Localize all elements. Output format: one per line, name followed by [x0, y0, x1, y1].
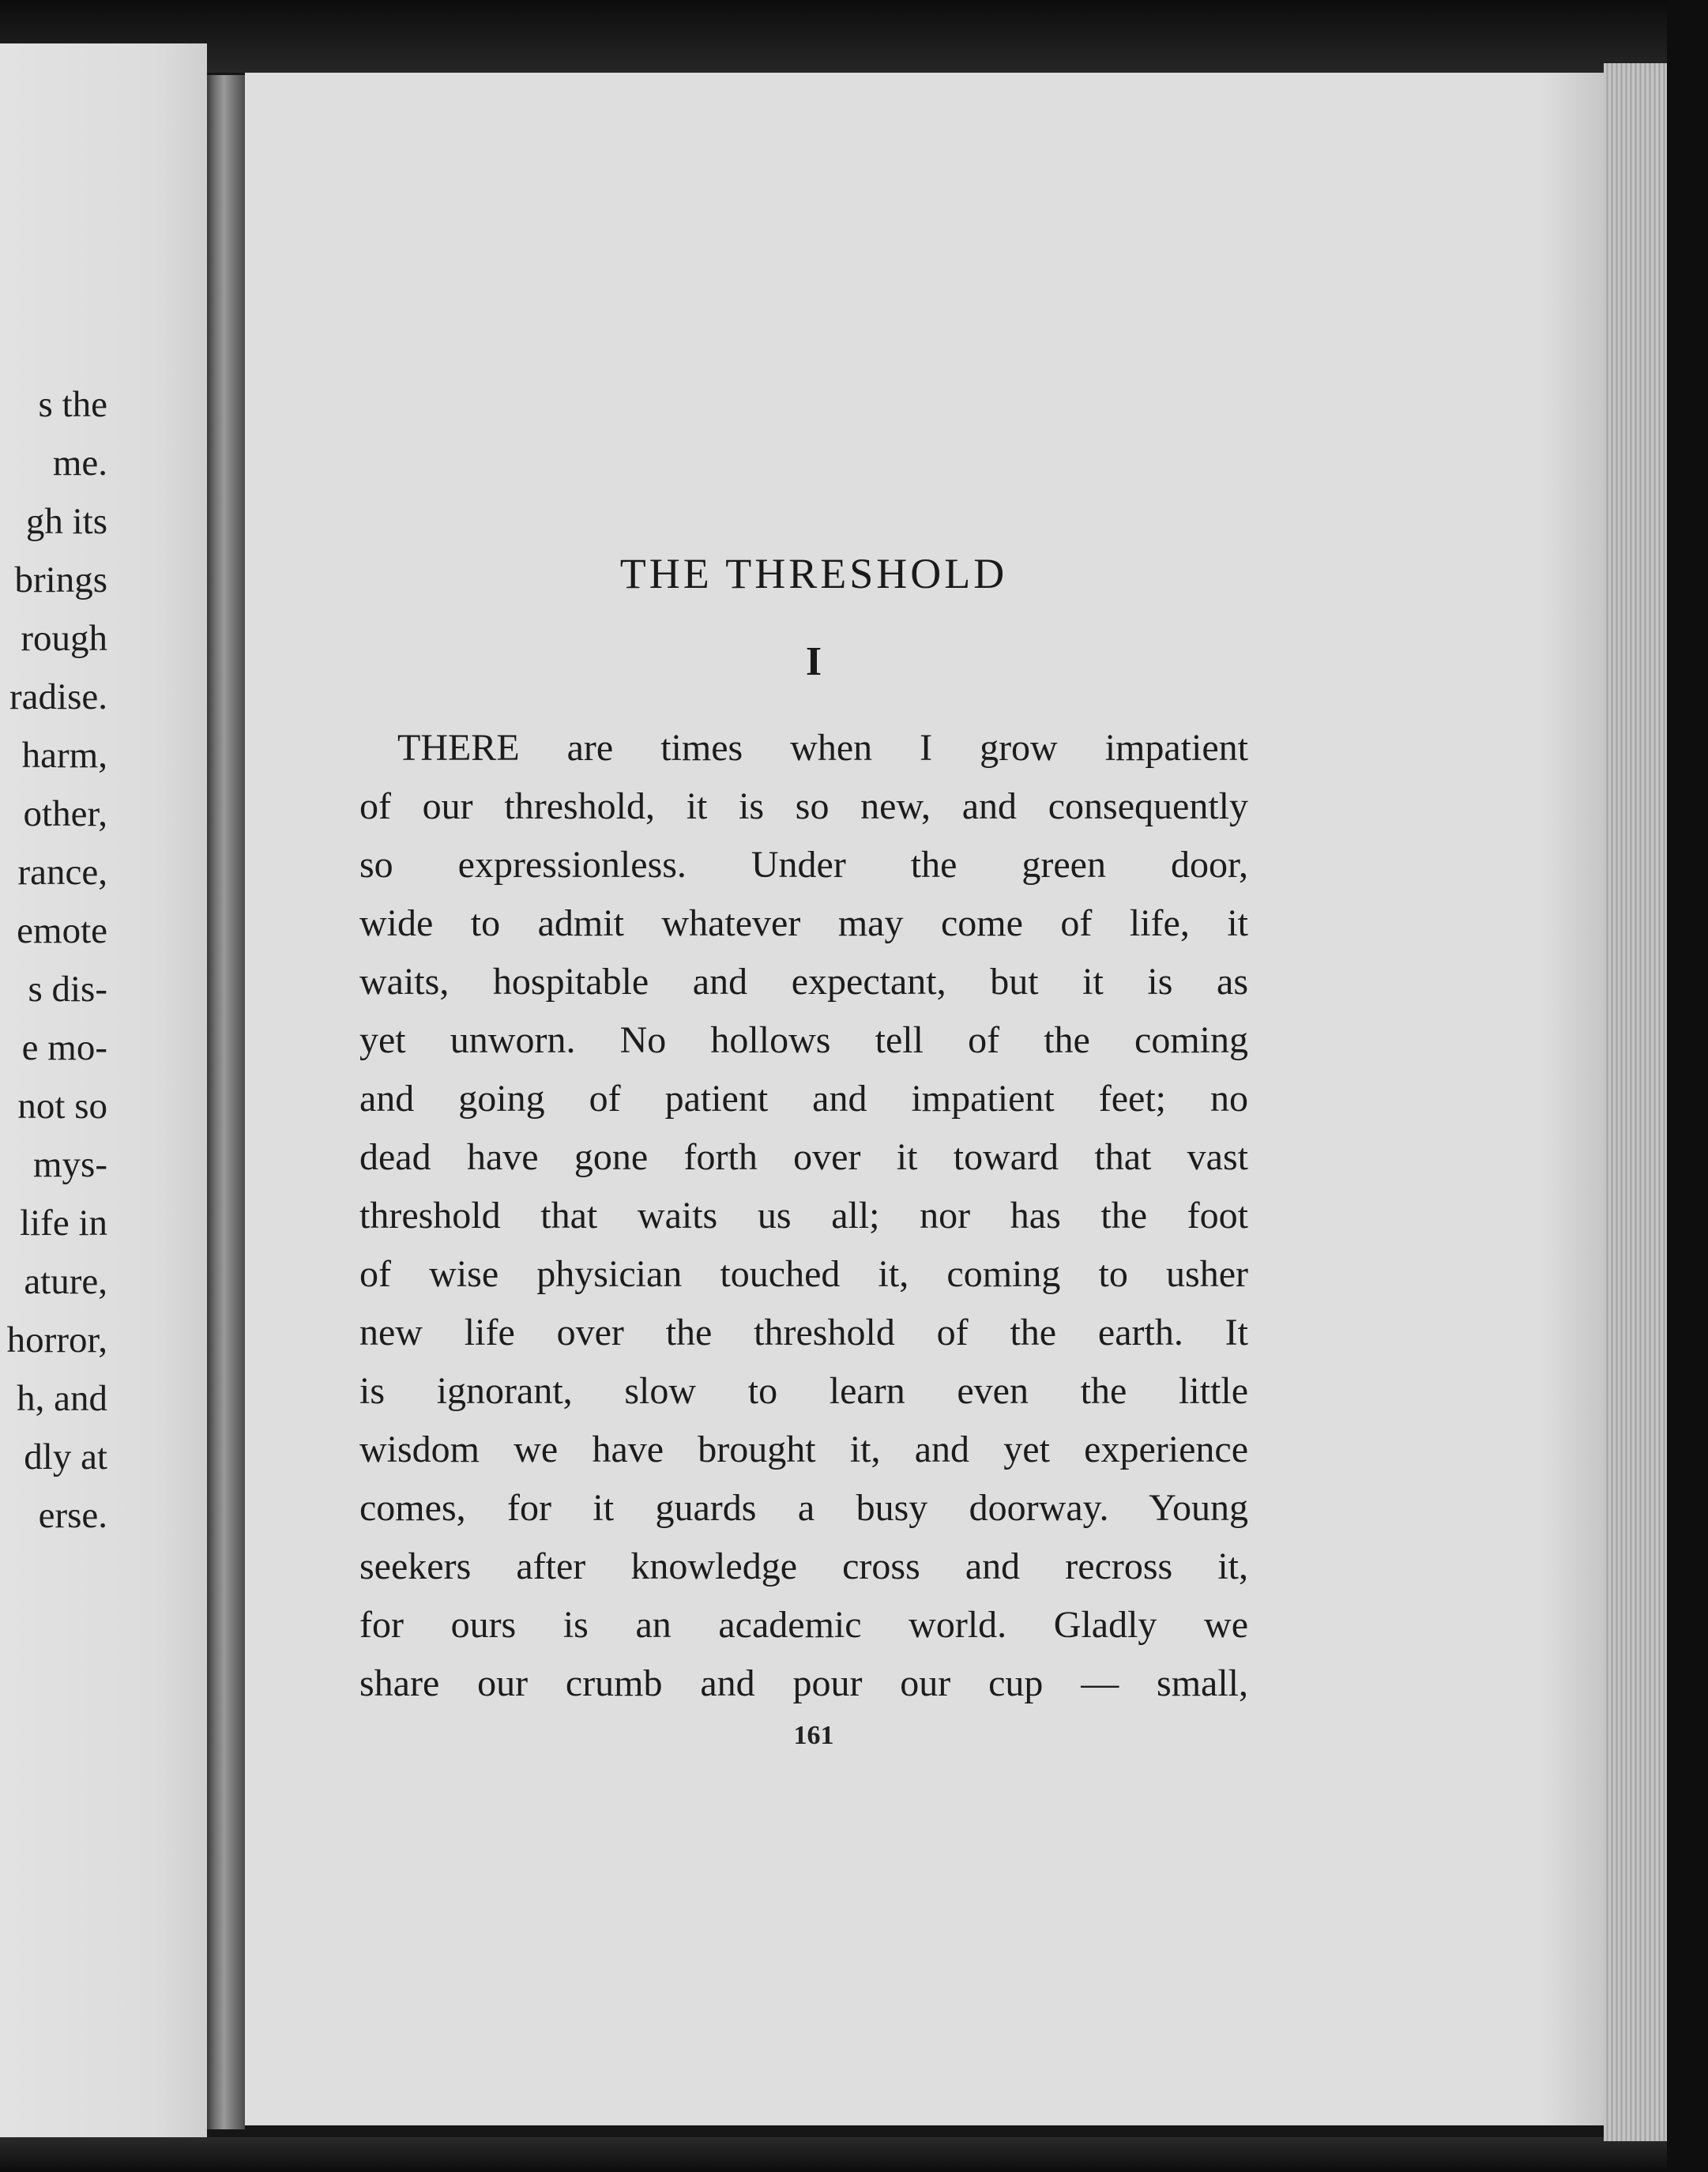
left-line: other, [23, 793, 107, 834]
body-line: of wise physician touched it, coming to usher [359, 1253, 1248, 1295]
page-fore-edge [1604, 63, 1667, 2141]
left-line: mys- [33, 1144, 107, 1185]
scan-top-edge [0, 0, 1708, 73]
left-line: gh its [25, 501, 107, 542]
body-line: new life over the threshold of the earth. It [359, 1312, 1248, 1353]
body-line: THERE are times when I grow impatient [397, 727, 1248, 769]
body-line: seekers after knowledge cross and recross it, [359, 1545, 1248, 1587]
left-line: dly at [24, 1436, 107, 1477]
body-line: and going of patient and impatient feet; no [359, 1078, 1248, 1120]
body-line: so expressionless. Under the green door, [359, 844, 1248, 886]
body-line: threshold that waits us all; nor has the foot [359, 1195, 1248, 1237]
body-line: wide to admit whatever may come of life, it [359, 902, 1248, 944]
body-line: comes, for it guards a busy doorway. Young [359, 1487, 1248, 1529]
body-line: yet unworn. No hollows tell of the coming [359, 1019, 1248, 1061]
left-line: rough [21, 618, 107, 659]
chapter-title: THE THRESHOLD [619, 550, 1008, 597]
left-line: not so [17, 1086, 107, 1127]
left-line: h, and [17, 1378, 107, 1419]
left-page [0, 43, 207, 2137]
left-line: rance, [17, 852, 107, 893]
body-text [359, 719, 1248, 1713]
body-line: of our threshold, it is so new, and consequently [359, 785, 1248, 827]
scan-bottom-edge [0, 2137, 1708, 2172]
body-line: for ours is an academic world. Gladly we [359, 1604, 1248, 1646]
body-line: is ignorant, slow to learn even the little [359, 1370, 1248, 1412]
left-line: s the [38, 384, 107, 425]
left-line: e mo- [21, 1027, 107, 1068]
page-number: 161 [793, 1721, 834, 1750]
left-line: erse. [38, 1495, 107, 1536]
left-line: horror, [6, 1319, 107, 1361]
book-gutter [207, 75, 245, 2129]
scan-right-edge [1667, 0, 1708, 2172]
section-numeral: I [805, 639, 822, 684]
body-line: dead have gone forth over it toward that vast [359, 1136, 1248, 1178]
body-line: share our crumb and pour our cup — small, [359, 1662, 1248, 1704]
left-line: emote [17, 910, 107, 951]
left-page-text [0, 375, 207, 1545]
left-line: s dis- [28, 969, 107, 1010]
left-line: life in [20, 1203, 107, 1244]
left-line: radise. [9, 676, 107, 717]
left-line: brings [14, 559, 107, 600]
body-line: wisdom we have brought it, and yet experience [359, 1429, 1248, 1470]
left-line: ature, [24, 1261, 107, 1302]
left-line: harm, [21, 735, 107, 776]
body-line: waits, hospitable and expectant, but it is as [359, 961, 1248, 1003]
left-line: me. [52, 442, 107, 484]
